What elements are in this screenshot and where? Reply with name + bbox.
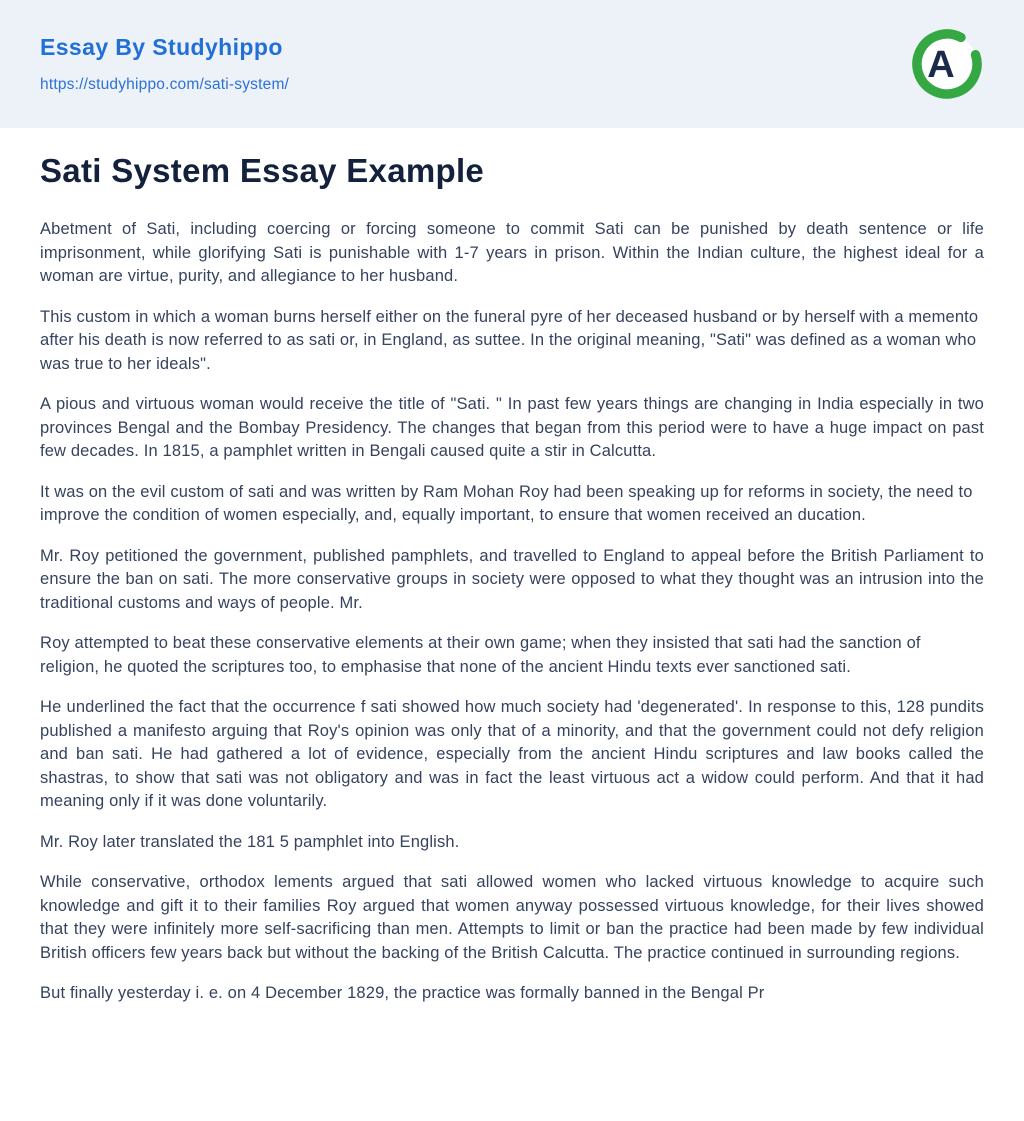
essay-paragraph: A pious and virtuous woman would receive the title of "Sati. " In past few years things are changing in India especially in two provinces Bengal and the Bombay Presidency. The changes that began from this period were to have a huge impact on past few decades. In 1815, a pamphlet written in Bengali caused quite a stir in Calcutta. (40, 395, 984, 460)
byline-link[interactable]: Essay By Studyhippo (40, 34, 283, 60)
essay-paragraph: Abetment of Sati, including coercing or forcing someone to commit Sati can be punished by death sentence or life imprisonment, while glorifying Sati is punishable with 1-7 years in prison. Within the Indian culture, the highest ideal for a woman are virtue, purity, and allegiance to her husband. (40, 220, 984, 285)
essay-paragraph: Roy attempted to beat these conservative elements at their own game; when they insisted that sati had the sanction of religion, he quoted the scriptures too, to emphasise that none of the ancient Hindu texts ever sanctioned sati. (40, 634, 921, 676)
logo-letter: A (927, 44, 955, 86)
page-title: Sati System Essay Example (40, 152, 485, 189)
studyhippo-logo[interactable] (910, 27, 984, 101)
essay-paragraph: Mr. Roy petitioned the government, published pamphlets, and travelled to England to appeal before the British Parliament to ensure the ban on sati. The more conservative groups in society were opposed to what they thought was an intrusion into the traditional customs and ways of people. Mr. (40, 546, 984, 612)
page-header (0, 0, 1024, 128)
essay-content (0, 128, 1024, 1063)
essay-paragraph: But finally yesterday i. e. on 4 December 1829, the practice was formally banned in the Bengal Pr (40, 984, 765, 1002)
studyhippo-logo-icon (910, 27, 984, 101)
essay-paragraph: While conservative, orthodox lements argued that sati allowed women who lacked virtuous knowledge to acquire such knowledge and gift it to their families Roy argued that women anyway possessed virtuous knowledge, for their lives showed that they were infinitely more self-sacrificing than men. Attempts to limit or ban the practice had been made by few individual British officers few years back but without the backing of the British Calcutta. The practice continued in surrounding regions. (40, 873, 984, 962)
header-text-block (40, 34, 289, 94)
essay-paragraph: It was on the evil custom of sati and was written by Ram Mohan Roy had been speaking up for reforms in society, the need to improve the condition of women especially, and, equally important, to ensure that women received an ducation. (40, 482, 973, 524)
source-url-link[interactable]: https://studyhippo.com/sati-system/ (40, 76, 290, 93)
essay-paragraph: This custom in which a woman burns herself either on the funeral pyre of her deceased husband or by herself with a memento after his death is now referred to as sati or, in England, as suttee. In the original meaning, "Sati" was defined as a woman who was true to her ideals". (40, 307, 979, 373)
essay-paragraph: Mr. Roy later translated the 181 5 pamphlet into English. (40, 832, 460, 851)
essay-paragraph: He underlined the fact that the occurrence f sati showed how much society had 'degenerated'. In response to this, 128 pundits published a manifesto arguing that Roy's opinion was only that of a minority, and that the government could not defy religion and ban sati. He had gathered a lot of evidence, especially from the ancient Hindu scriptures and law books called the shastras, to show that sati was not obligatory and was in fact the least virtuous act a widow could perform. And that it had meaning only if it was done voluntarily. (40, 698, 984, 810)
paragraphs-container (40, 218, 984, 1006)
